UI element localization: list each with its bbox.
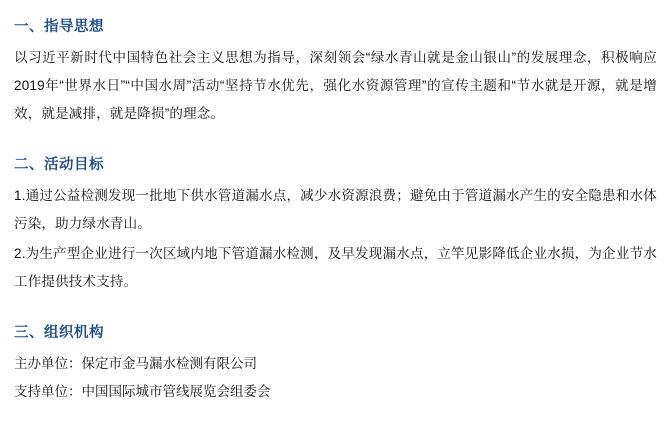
section-paragraph: 2.为生产型企业进行一次区域内地下管道漏水检测，及早发现漏水点，立竿见影降低企业水损，为企业节水工作提供技术支持。 bbox=[14, 246, 657, 289]
section-heading-guiding-ideology: 一、指导思想 bbox=[14, 19, 104, 35]
section-spacer bbox=[14, 298, 657, 320]
section-paragraph: 以习近平新时代中国特色社会主义思想为指导，深刻领会“绿水青山就是金山银山”的发展理念，积极响应2019年“世界水日”“中国水周”活动“坚持节水优先，强化水资源管理”的宣传主题和“节水就是开源，就是增效，就是减排，就是降损”的理念。 bbox=[14, 50, 657, 121]
section-activity-goals bbox=[14, 152, 657, 296]
section-heading-organization: 三、组织机构 bbox=[14, 325, 104, 341]
supporter-line: 支持单位：中国国际城市管线展览会组委会 bbox=[14, 384, 271, 399]
section-guiding-ideology bbox=[14, 14, 657, 128]
organizer-line: 主办单位：保定市金马漏水检测有限公司 bbox=[14, 356, 257, 371]
section-organization bbox=[14, 320, 657, 406]
section-heading-activity-goals: 二、活动目标 bbox=[14, 157, 104, 173]
section-spacer bbox=[14, 130, 657, 152]
section-paragraph: 1.通过公益检测发现一批地下供水管道漏水点，减少水资源浪费；避免由于管道漏水产生的安全隐患和水体污染，助力绿水青山。 bbox=[14, 188, 657, 231]
